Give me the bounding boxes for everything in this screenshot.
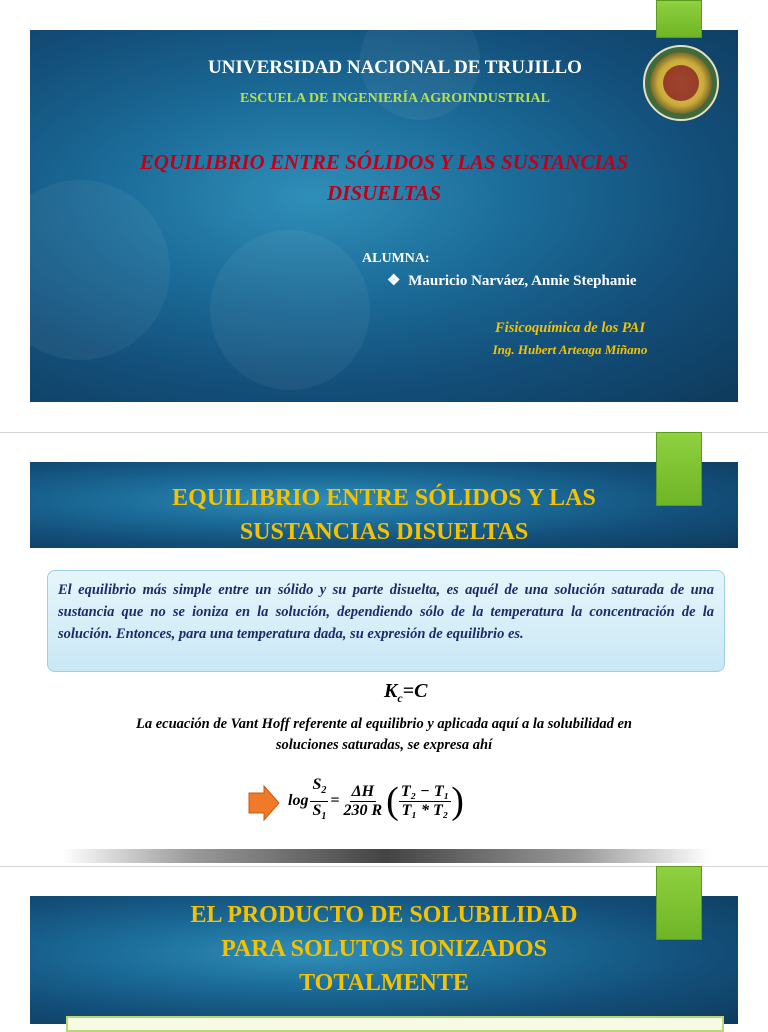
kc-rest: =C xyxy=(402,680,428,702)
slide-2-title-line-1: EQUILIBRIO ENTRE SÓLIDOS Y LAS xyxy=(172,485,596,511)
student-row xyxy=(387,271,637,290)
vant-hoff-line-2: soluciones saturadas, se expresa ahí xyxy=(275,737,493,753)
student-name: Mauricio Narváez, Annie Stephanie xyxy=(408,273,637,289)
eq-s2: S xyxy=(312,776,322,794)
bokeh-decoration xyxy=(0,180,170,360)
teacher-name: Ing. Hubert Arteaga Miñano xyxy=(492,342,648,357)
eq-s2-sub: 2 xyxy=(321,785,327,797)
green-tab-decoration xyxy=(656,0,702,38)
slide-divider xyxy=(0,432,768,433)
eq-s1: S xyxy=(312,801,322,819)
school-name: ESCUELA DE INGENIERÍA AGROINDUSTRIAL xyxy=(239,91,551,106)
orange-arrow-icon xyxy=(247,784,281,822)
vant-hoff-equation xyxy=(288,776,464,823)
vant-hoff-line-1: La ecuación de Vant Hoff referente al equilibrio y aplicada aquí a la solubilidad en xyxy=(136,716,632,732)
eq-s-fraction xyxy=(310,776,328,825)
slide-1-title-line-2: DISUELTAS xyxy=(327,181,441,205)
bokeh-decoration xyxy=(210,230,370,390)
slide-1-title-line-1: EQUILIBRIO ENTRE SÓLIDOS Y LAS SUSTANCIAS xyxy=(139,150,629,174)
left-paren: ( xyxy=(386,780,399,822)
definition-box xyxy=(47,570,725,672)
definition-paragraph: El equilibrio más simple entre un sólido y su parte disuelta, es aquél de una solución saturada de una sustancia que no se ioniza en la solución, dependiendo sólo de la temperatura la concentración de la solución. Entonces, para una temperatura dada, su expresión de equilibrio es. xyxy=(58,582,714,642)
course-name: Fisicoquímica de los PAI xyxy=(495,320,645,336)
slide-divider xyxy=(0,866,768,867)
eq-equals: = xyxy=(330,792,340,809)
student-label: ALUMNA: xyxy=(362,251,430,266)
university-seal-logo xyxy=(643,45,719,121)
slide-2-title-line-2: SUSTANCIAS DISUELTAS xyxy=(239,519,529,545)
kc-symbol: K xyxy=(384,680,398,702)
eq-log: log xyxy=(288,792,309,809)
eq-dh-fraction xyxy=(341,783,384,820)
slide-shadow xyxy=(62,849,710,863)
diamond-bullet-icon: ❖ xyxy=(387,273,401,289)
eq-230r: 230 R xyxy=(343,801,383,819)
eq-s1-sub: 1 xyxy=(321,810,327,822)
content-box-partial xyxy=(66,1016,724,1032)
slide-3-title-line-2: PARA SOLUTOS IONIZADOS xyxy=(221,936,547,962)
eq-t-numerator: T₂ − T₁ xyxy=(400,782,450,800)
eq-t-denominator: T₁ * T₂ xyxy=(401,801,449,819)
university-name: UNIVERSIDAD NACIONAL DE TRUJILLO xyxy=(208,57,582,78)
kc-subscript: c xyxy=(397,691,403,705)
eq-dh: ΔH xyxy=(351,782,375,800)
slide-3-title-line-1: EL PRODUCTO DE SOLUBILIDAD xyxy=(190,902,578,928)
right-paren: ) xyxy=(451,780,464,822)
slide-3-title-line-3: TOTALMENTE xyxy=(299,970,469,996)
eq-t-fraction xyxy=(399,783,451,820)
kc-equation xyxy=(384,680,427,706)
seal-center xyxy=(663,65,699,101)
